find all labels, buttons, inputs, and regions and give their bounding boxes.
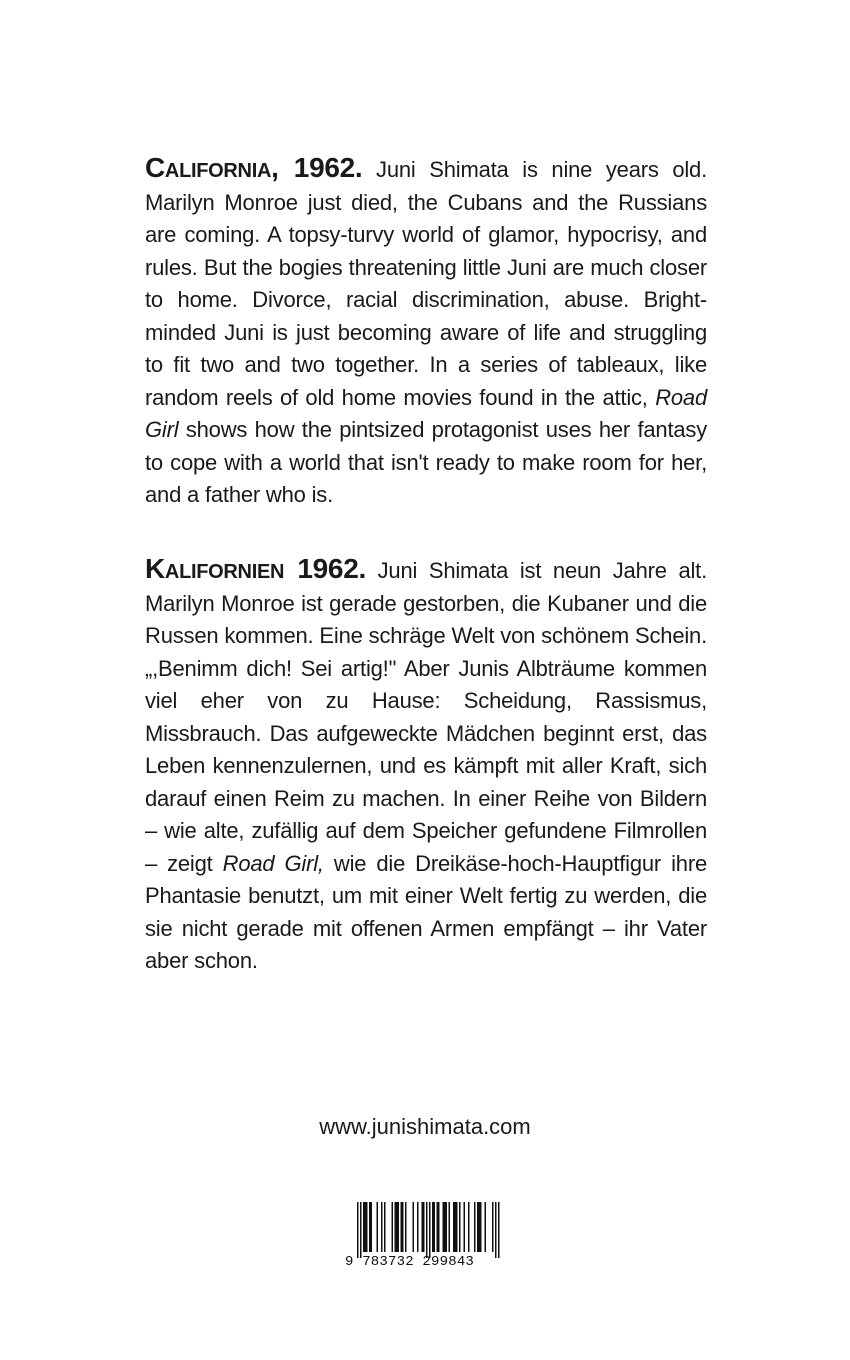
- barcode-bar: [477, 1202, 479, 1252]
- barcode-bar: [363, 1202, 365, 1252]
- barcode-bar: [432, 1202, 434, 1252]
- isbn-barcode: [345, 1200, 503, 1280]
- barcode-bar: [417, 1202, 419, 1252]
- barcode-bar: [459, 1202, 461, 1252]
- barcode-bar: [402, 1202, 404, 1252]
- barcode-bar: [365, 1202, 367, 1252]
- barcode-bar: [381, 1202, 383, 1252]
- barcode-bar: [485, 1202, 487, 1252]
- blurb-german-book-title: Road Girl,: [222, 850, 324, 876]
- website-link[interactable]: www.junishimata.com: [319, 1114, 531, 1139]
- barcode-bar: [492, 1202, 494, 1252]
- blurb-german-lead: Kalifornien 1962.: [145, 553, 366, 584]
- barcode-bar: [413, 1202, 415, 1252]
- isbn-barcode-icon: [345, 1200, 503, 1258]
- barcode-bar: [437, 1202, 439, 1252]
- barcode-bar: [434, 1202, 436, 1252]
- barcode-bar: [401, 1202, 403, 1252]
- barcode-bar: [495, 1202, 497, 1258]
- blurb-english-book-title: Road Girl: [145, 384, 707, 442]
- barcode-bar: [371, 1202, 373, 1252]
- barcode-bar: [480, 1202, 482, 1252]
- barcode-bar: [474, 1202, 476, 1252]
- barcode-bar: [498, 1202, 500, 1258]
- blurb-german-body-2: wie die Dreikäse-hoch-Hauptfigur ihre Phantasie benutzt, um mit einer Welt fertig zu werden, die sie nicht gerade mit offenen Armen empfängt – ihr Vater aber schon.: [145, 850, 707, 973]
- blurb-english: [145, 152, 707, 512]
- barcode-bar: [369, 1202, 371, 1252]
- barcode-bar: [444, 1202, 446, 1252]
- barcode-bar: [398, 1202, 400, 1252]
- barcode-bar: [396, 1202, 398, 1252]
- barcode-bar: [429, 1202, 431, 1258]
- barcode-bar: [384, 1202, 386, 1252]
- barcode-bar: [464, 1202, 466, 1252]
- blurb-english-lead: California, 1962.: [145, 152, 363, 183]
- blurb-german: [145, 553, 707, 978]
- barcode-bar: [479, 1202, 481, 1252]
- barcode-bar: [456, 1202, 458, 1252]
- barcode-bar: [443, 1202, 445, 1252]
- barcode-bar: [438, 1202, 440, 1252]
- barcode-bar: [366, 1202, 368, 1252]
- barcode-bar: [423, 1202, 425, 1252]
- barcode-bar: [468, 1202, 470, 1252]
- barcode-bar: [446, 1202, 448, 1252]
- barcode-bar: [395, 1202, 397, 1252]
- barcode-bar: [422, 1202, 424, 1252]
- barcode-bar: [405, 1202, 407, 1252]
- barcode-bar: [377, 1202, 379, 1252]
- barcode-bar: [360, 1202, 362, 1258]
- barcode-bar: [449, 1202, 451, 1252]
- barcode-bar: [392, 1202, 394, 1252]
- barcode-bar: [426, 1202, 428, 1258]
- barcode-bar: [455, 1202, 457, 1252]
- isbn-number: 9 783732 299843: [345, 1254, 475, 1270]
- barcode-bar: [357, 1202, 359, 1258]
- blurb-english-body-2: shows how the pintsized protagonist uses her fantasy to cope with a world that isn't ready to make room for her, and a father who is.: [145, 417, 707, 507]
- blurb-english-body-1: Juni Shimata is nine years old. Marilyn Monroe just died, the Cubans and the Russians are coming. A topsy-turvy world of glamor, hypocrisy, and rules. But the bogies threatening little Juni are much closer to home. Divorce, racial discrimination, abuse. Bright-minded Juni is just becoming aware of life and struggling to fit two and two together. In a series of tableaux, like random reels of old home movies found in the attic,: [145, 157, 708, 410]
- barcode-bar: [453, 1202, 455, 1252]
- blurb-german-body-1: Juni Shimata ist neun Jahre alt. Marilyn Monroe ist gerade gestorben, die Kubaner und die Russen kommen. Eine schräge Welt von schönem Schein. „,Benimm dich! Sei artig!" Aber Junis Albträume kommen viel eher von zu Hause: Scheidung, Rassismus, Missbrauch. Das aufgeweckte Mädchen beginnt erst, das Leben kennenzulernen, und es kämpft mit aller Kraft, sich darauf einen Reim zu machen. In einer Reihe von Bildern – wie alte, zufällig auf dem Speicher gefundene Filmrollen – zeigt: [145, 558, 707, 876]
